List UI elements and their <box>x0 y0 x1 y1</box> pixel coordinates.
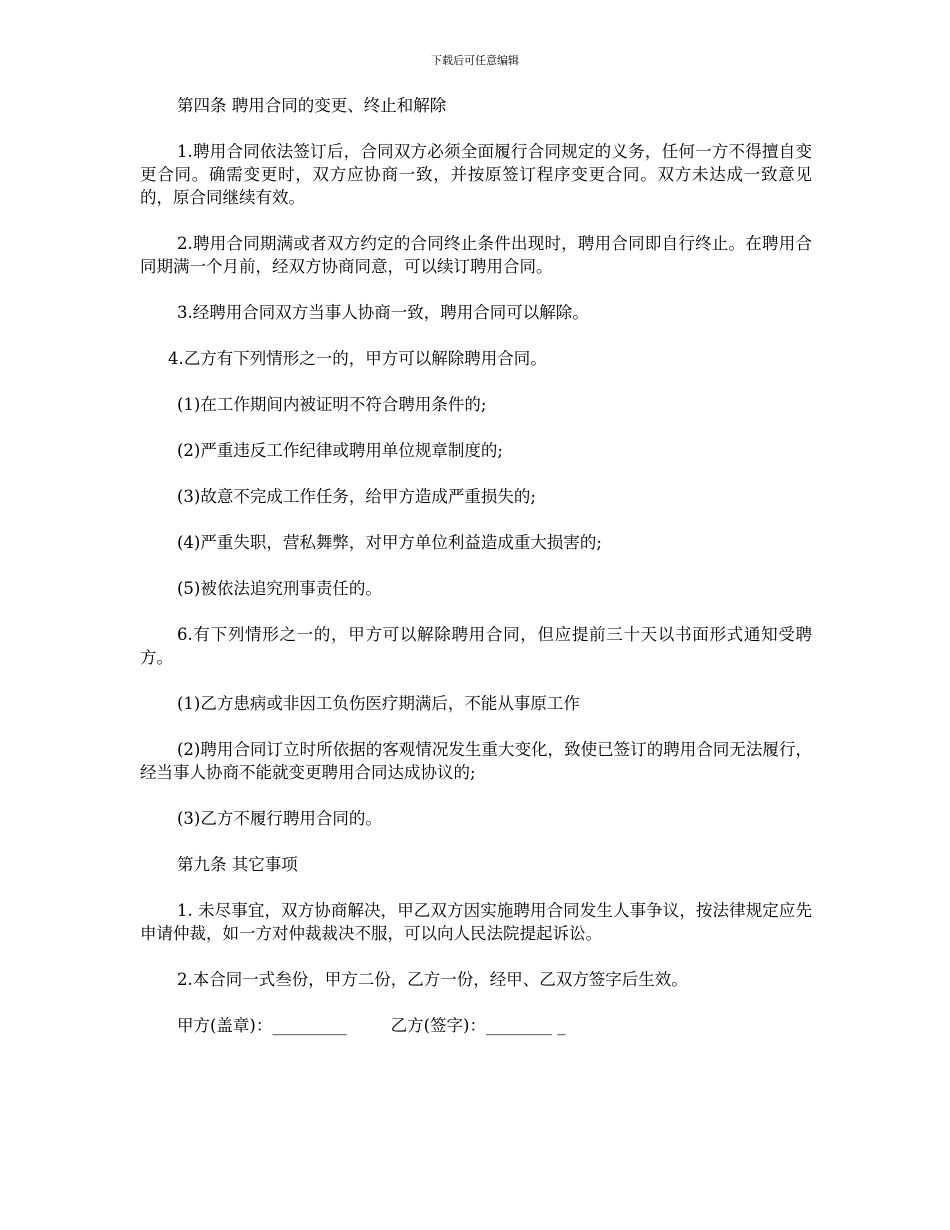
clause-paragraph: 4.乙方有下列情形之一的，甲方可以解除聘用合同。 <box>168 349 547 368</box>
clause-paragraph: 2.聘用合同期满或者双方约定的合同终止条件出现时，聘用合同即自行终止。在聘用合同期满一个月前，经双方协商同意，可以续订聘用合同。 <box>140 234 812 276</box>
list-item: (2)聘用合同订立时所依据的客观情况发生重大变化，致使已签订的聘用合同无法履行，经当事人协商不能就变更聘用合同达成协议的; <box>140 740 812 782</box>
list-item: (1)在工作期间内被证明不符合聘用条件的; <box>177 395 487 414</box>
clause-paragraph: 1.聘用合同依法签订后，合同双方必须全面履行合同规定的义务，任何一方不得擅自变更合同。确需变更时，双方应协商一致，并按原签订程序变更合同。双方未达成一致意见的，原合同继续有效。 <box>140 142 812 207</box>
list-item: (1)乙方患病或非因工负伤医疗期满后，不能从事原工作 <box>177 694 580 713</box>
list-item: (5)被依法追究刑事责任的。 <box>177 579 382 598</box>
clause-paragraph: 1. 未尽事宜，双方协商解决，甲乙双方因实施聘用合同发生人事争议，按法律规定应先申请仲裁，如一方对仲裁裁决不服，可以向人民法院提起诉讼。 <box>140 901 812 943</box>
list-item: (3)故意不完成工作任务，给甲方造成严重损失的; <box>177 487 536 506</box>
party-b-signature: 乙方(签字)：________ _ <box>390 1016 566 1035</box>
list-item: (3)乙方不履行聘用合同的。 <box>177 809 382 828</box>
section-heading-article-9: 第九条 其它事项 <box>177 855 298 874</box>
section-heading-article-4: 第四条 聘用合同的变更、终止和解除 <box>177 96 447 115</box>
page-header-note: 下载后可任意编辑 <box>431 54 519 67</box>
clause-paragraph: 3.经聘用合同双方当事人协商一致，聘用合同可以解除。 <box>177 303 589 322</box>
party-a-signature: 甲方(盖章)：_________ <box>177 1016 347 1035</box>
signature-row <box>140 1014 812 1037</box>
document-body <box>140 94 812 1037</box>
list-item: (4)严重失职，营私舞弊，对甲方单位利益造成重大损害的; <box>177 533 602 552</box>
clause-paragraph: 6.有下列情形之一的，甲方可以解除聘用合同，但应提前三十天以书面形式通知受聘方。 <box>140 625 812 667</box>
clause-paragraph: 2.本合同一式叁份，甲方二份，乙方一份，经甲、乙双方签字后生效。 <box>177 970 688 989</box>
list-item: (2)严重违反工作纪律或聘用单位规章制度的; <box>177 441 503 460</box>
